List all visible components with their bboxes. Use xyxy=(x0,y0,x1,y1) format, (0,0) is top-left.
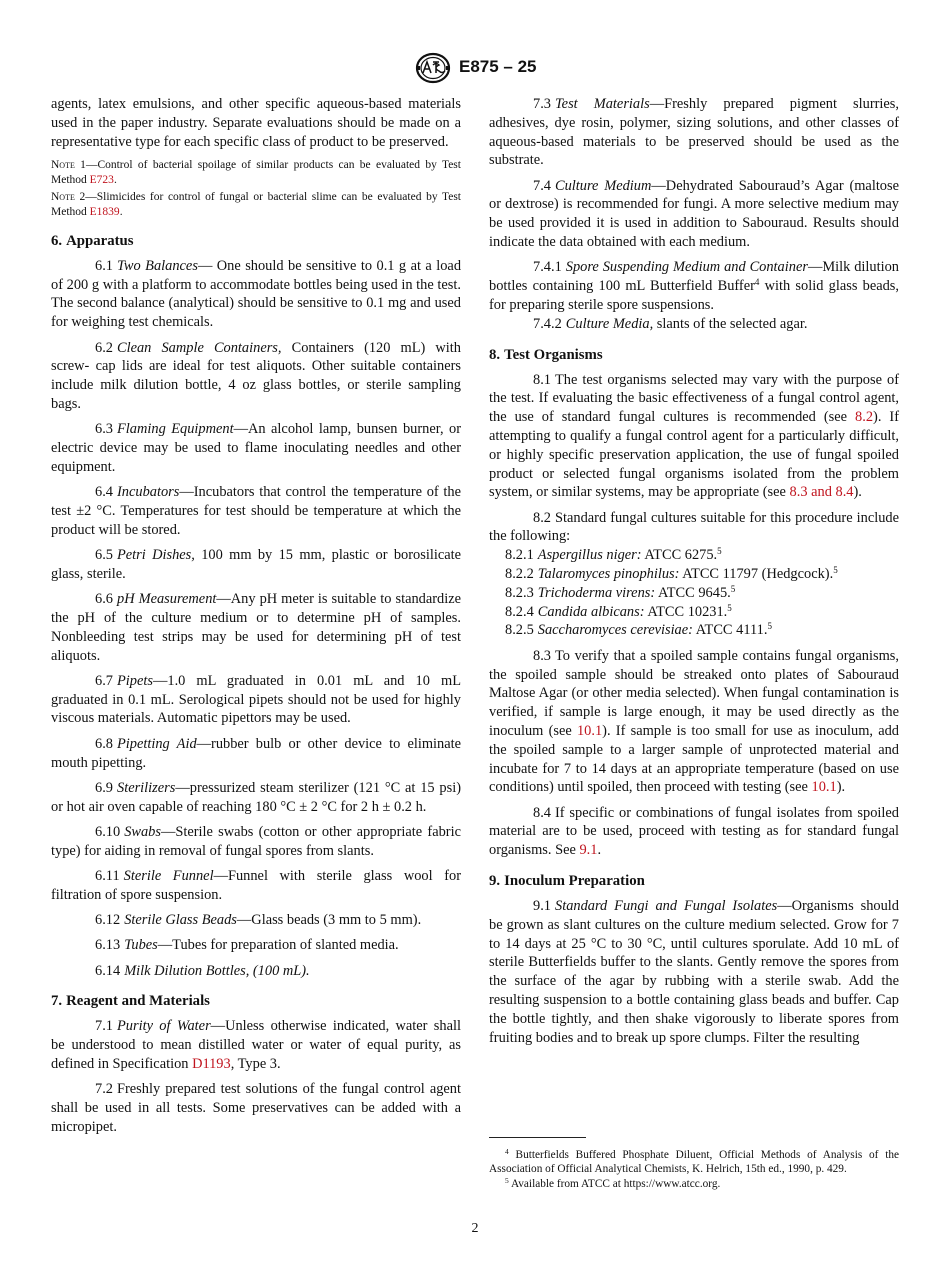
para-6-12: 6.12 Sterile Glass Beads—Glass beads (3 mm to 5 mm). xyxy=(95,912,422,929)
para-6-1: 6.1 Two Balances— One should be sensitive to 0.1 g at a load of 200 g with a platform to accommodate bottles being used in the test. The second balance (analytical) should be sensitive to 0.1 mg and used for weighing test chemicals. xyxy=(51,257,462,331)
note-1: Note 1—Control of bacterial spoilage of similar products can be evaluated by Test Method E723. xyxy=(51,158,461,186)
para-6-6: 6.6 pH Measurement—Any pH meter is suitable to standardize the pH of the culture medium or to determine pH of samples. Nonbleeding test strips may be used for determining pH of test aliquots. xyxy=(51,591,461,664)
para-6-3: 6.3 Flaming Equipment—An alcohol lamp, bunsen burner, or electric device may be used to flame inoculating needles and other equipment. xyxy=(51,421,461,475)
culture-item: 8.2.4 Candida albicans: ATCC 10231.$^5$ xyxy=(505,602,732,620)
culture-item: 8.2.3 Trichoderma virens: ATCC 9645.$^5$ xyxy=(505,583,736,601)
culture-item: 8.2.2 Talaromyces pinophilus: ATCC 11797 (Hedgcock).$^5$ xyxy=(505,565,838,583)
designation: E875 – 25 xyxy=(459,57,537,76)
link-8-3-8-4[interactable]: 8.3 and 8.4 xyxy=(789,484,854,501)
left-column xyxy=(51,95,461,1143)
note-2: Note 2—Slimicides for control of fungal or bacterial slime can be evaluated by Test Method E1839. xyxy=(51,190,461,218)
link-d1193[interactable]: D1193 xyxy=(192,1056,231,1073)
para-7-3: 7.3 Test Materials—Freshly prepared pigment slurries, adhesives, dye rosin, polymer, sizing solutions, and other classes of aqueous-based materials to be preserved should be used as the substrate. xyxy=(489,96,899,169)
para-6-11: 6.11 Sterile Funnel—Funnel with sterile glass wool for filtration of spore suspension. xyxy=(51,868,461,903)
para-6-14: 6.14 Milk Dilution Bottles, (100 mL). xyxy=(95,962,310,979)
section-7-heading: 7. Reagent and Materials xyxy=(51,993,210,1010)
astm-logo-icon xyxy=(414,52,452,84)
para-8-3: 8.3 To verify that a spoiled sample contains fungal organisms, the spoiled sample should be streaked onto plates of Sabouraud Maltose Agar (or other media selected). When fungal contamination is verified, if sample is large enough, it may be used directly as the inoculum (see 10.1). If sample is too small for use as inoculum, add the spoiled sample to a larger sample of unprotected material and incubate for 7 to 14 days at an appropriate temperature (based on use conditions) until spoiled, then proceed with testing (see 10.1). xyxy=(489,647,899,796)
intro-paragraph: agents, latex emulsions, and other specific aqueous-based materials used in the paper industry. Separate evaluations should be made on a representative type for each specific class of product to be preserved. xyxy=(51,96,461,150)
link-e1839[interactable]: E1839 xyxy=(89,205,120,218)
culture-item: 8.2.1 Aspergillus niger: ATCC 6275.$^5$ xyxy=(505,546,722,564)
para-9-1: 9.1 Standard Fungi and Fungal Isolates—Organisms should be grown as slant cultures on the culture medium selected. Grow for 7 to 14 days at 25 °C to 30 °C, until cultures sporulate. Add 10 mL of sterile Butterfields buffer to the slants. Gently remove the spores from the surface of the agar by rubbing with a sterile swab. Add the resulting suspension to a bottle containing glass beads and buffer. Cap the bottle tightly, and then shake vigorously to liberate spores from fruiting bodies and to break up spore clumps. Filter the resulting xyxy=(489,897,899,1046)
footnote-5: $^5$ Available from ATCC at https://www.atcc.org. xyxy=(505,1175,721,1190)
para-8-1: 8.1 The test organisms selected may vary with the purpose of the test. If evaluating the basic effectiveness of a fungal control agent, the use of standard fungal cultures is recommended (see 8.2). If attempting to qualify a fungal control agent for a particularly difficult, or highly specific preservation application, the use of fungal spoiled product or selected fungal organisms isolated from the problem system, or similar systems, may be appropriate (see 8.3 and 8.4). xyxy=(489,371,899,501)
para-6-8: 6.8 Pipetting Aid—rubber bulb or other device to eliminate mouth pipetting. xyxy=(51,735,462,771)
section-6-heading: 6. Apparatus xyxy=(51,232,134,249)
section-8-heading: 8. Test Organisms xyxy=(489,346,603,363)
link-10-1[interactable]: 10.1 xyxy=(811,779,837,796)
link-8-2[interactable]: 8.2 xyxy=(855,409,874,426)
para-7-2: 7.2 Freshly prepared test solutions of the fungal control agent shall be used in all tests. Some preservatives can be added with a micropipet. xyxy=(51,1081,461,1135)
page-number: 2 xyxy=(471,1221,479,1236)
para-6-13: 6.13 Tubes—Tubes for preparation of slanted media. xyxy=(95,937,399,954)
para-6-5: 6.5 Petri Dishes, 100 mm by 15 mm, plastic or borosilicate glass, sterile. xyxy=(51,547,461,582)
link-9-1[interactable]: 9.1 xyxy=(579,842,598,859)
para-8-4: 8.4 If specific or combinations of fungal isolates from spoiled material are to be used, proceed with testing as for standard fungal organisms. See 9.1. xyxy=(489,804,899,859)
para-6-2: 6.2 Clean Sample Containers, Containers (120 mL) with screw- cap lids are ideal for test aliquots. Other suitable containers include milk dilution bottle, 4 oz glass bottles, or sterile sampling bags. xyxy=(51,339,462,412)
para-6-4: 6.4 Incubators—Incubators that control the temperature of the test ±2 °C. Temperatures for test should be temperature at which the product will be stored. xyxy=(51,484,461,538)
para-7-4-1: 7.4.1 Spore Suspending Medium and Container—Milk dilution bottles containing 100 mL Butterfield Buffer$^4$ with solid glass beads, for preparing sterile spore suspensions. xyxy=(489,259,900,313)
para-6-10: 6.10 Swabs—Sterile swabs (cotton or other appropriate fabric type) for aiding in removal of fungal spores from slants. xyxy=(51,823,461,859)
footnote-divider xyxy=(489,1137,586,1138)
footnote-4: $^4$ Butterfields Buffered Phosphate Diluent, Official Methods of Analysis of the Association of Official Analytical Chemists, K. Helrich, 15th ed., 1990, p. 429. xyxy=(489,1147,900,1176)
section-9-heading: 9. Inoculum Preparation xyxy=(489,872,645,889)
link-10-1[interactable]: 10.1 xyxy=(576,722,603,739)
para-6-9: 6.9 Sterilizers—pressurized steam sterilizer (121 °C at 15 psi) or hot air oven capable of reaching 180 °C ± 2 °C for 2 h ± 0.2 h. xyxy=(51,779,461,815)
culture-item: 8.2.5 Saccharomyces cerevisiae: ATCC 4111.$^5$ xyxy=(505,621,772,639)
para-7-1: 7.1 Purity of Water—Unless otherwise indicated, water shall be understood to mean distilled water or water of equal purity, as defined in Specification D1193, Type 3. xyxy=(51,1018,461,1073)
para-8-2: 8.2 Standard fungal cultures suitable for this procedure include the following: xyxy=(489,509,899,545)
para-7-4: 7.4 Culture Medium—Dehydrated Sabouraud’s Agar (maltose or dextrose) is recommended for fungi. A more selective medium may be used provided it is used in addition to Sabouraud. Results should indicate the data obtained with each medium. xyxy=(489,177,899,251)
para-7-4-2: 7.4.2 Culture Media, slants of the selected agar. xyxy=(533,315,808,332)
footnotes xyxy=(489,1148,899,1191)
right-column xyxy=(489,95,899,1054)
page-header xyxy=(0,52,950,84)
para-6-7: 6.7 Pipets—1.0 mL graduated in 0.01 mL and 10 mL graduated in 0.1 mL. Serological pipets should not be used for highly viscous materials. Automatic pipettors may be used. xyxy=(51,672,461,727)
link-e723[interactable]: E723 xyxy=(89,173,114,186)
